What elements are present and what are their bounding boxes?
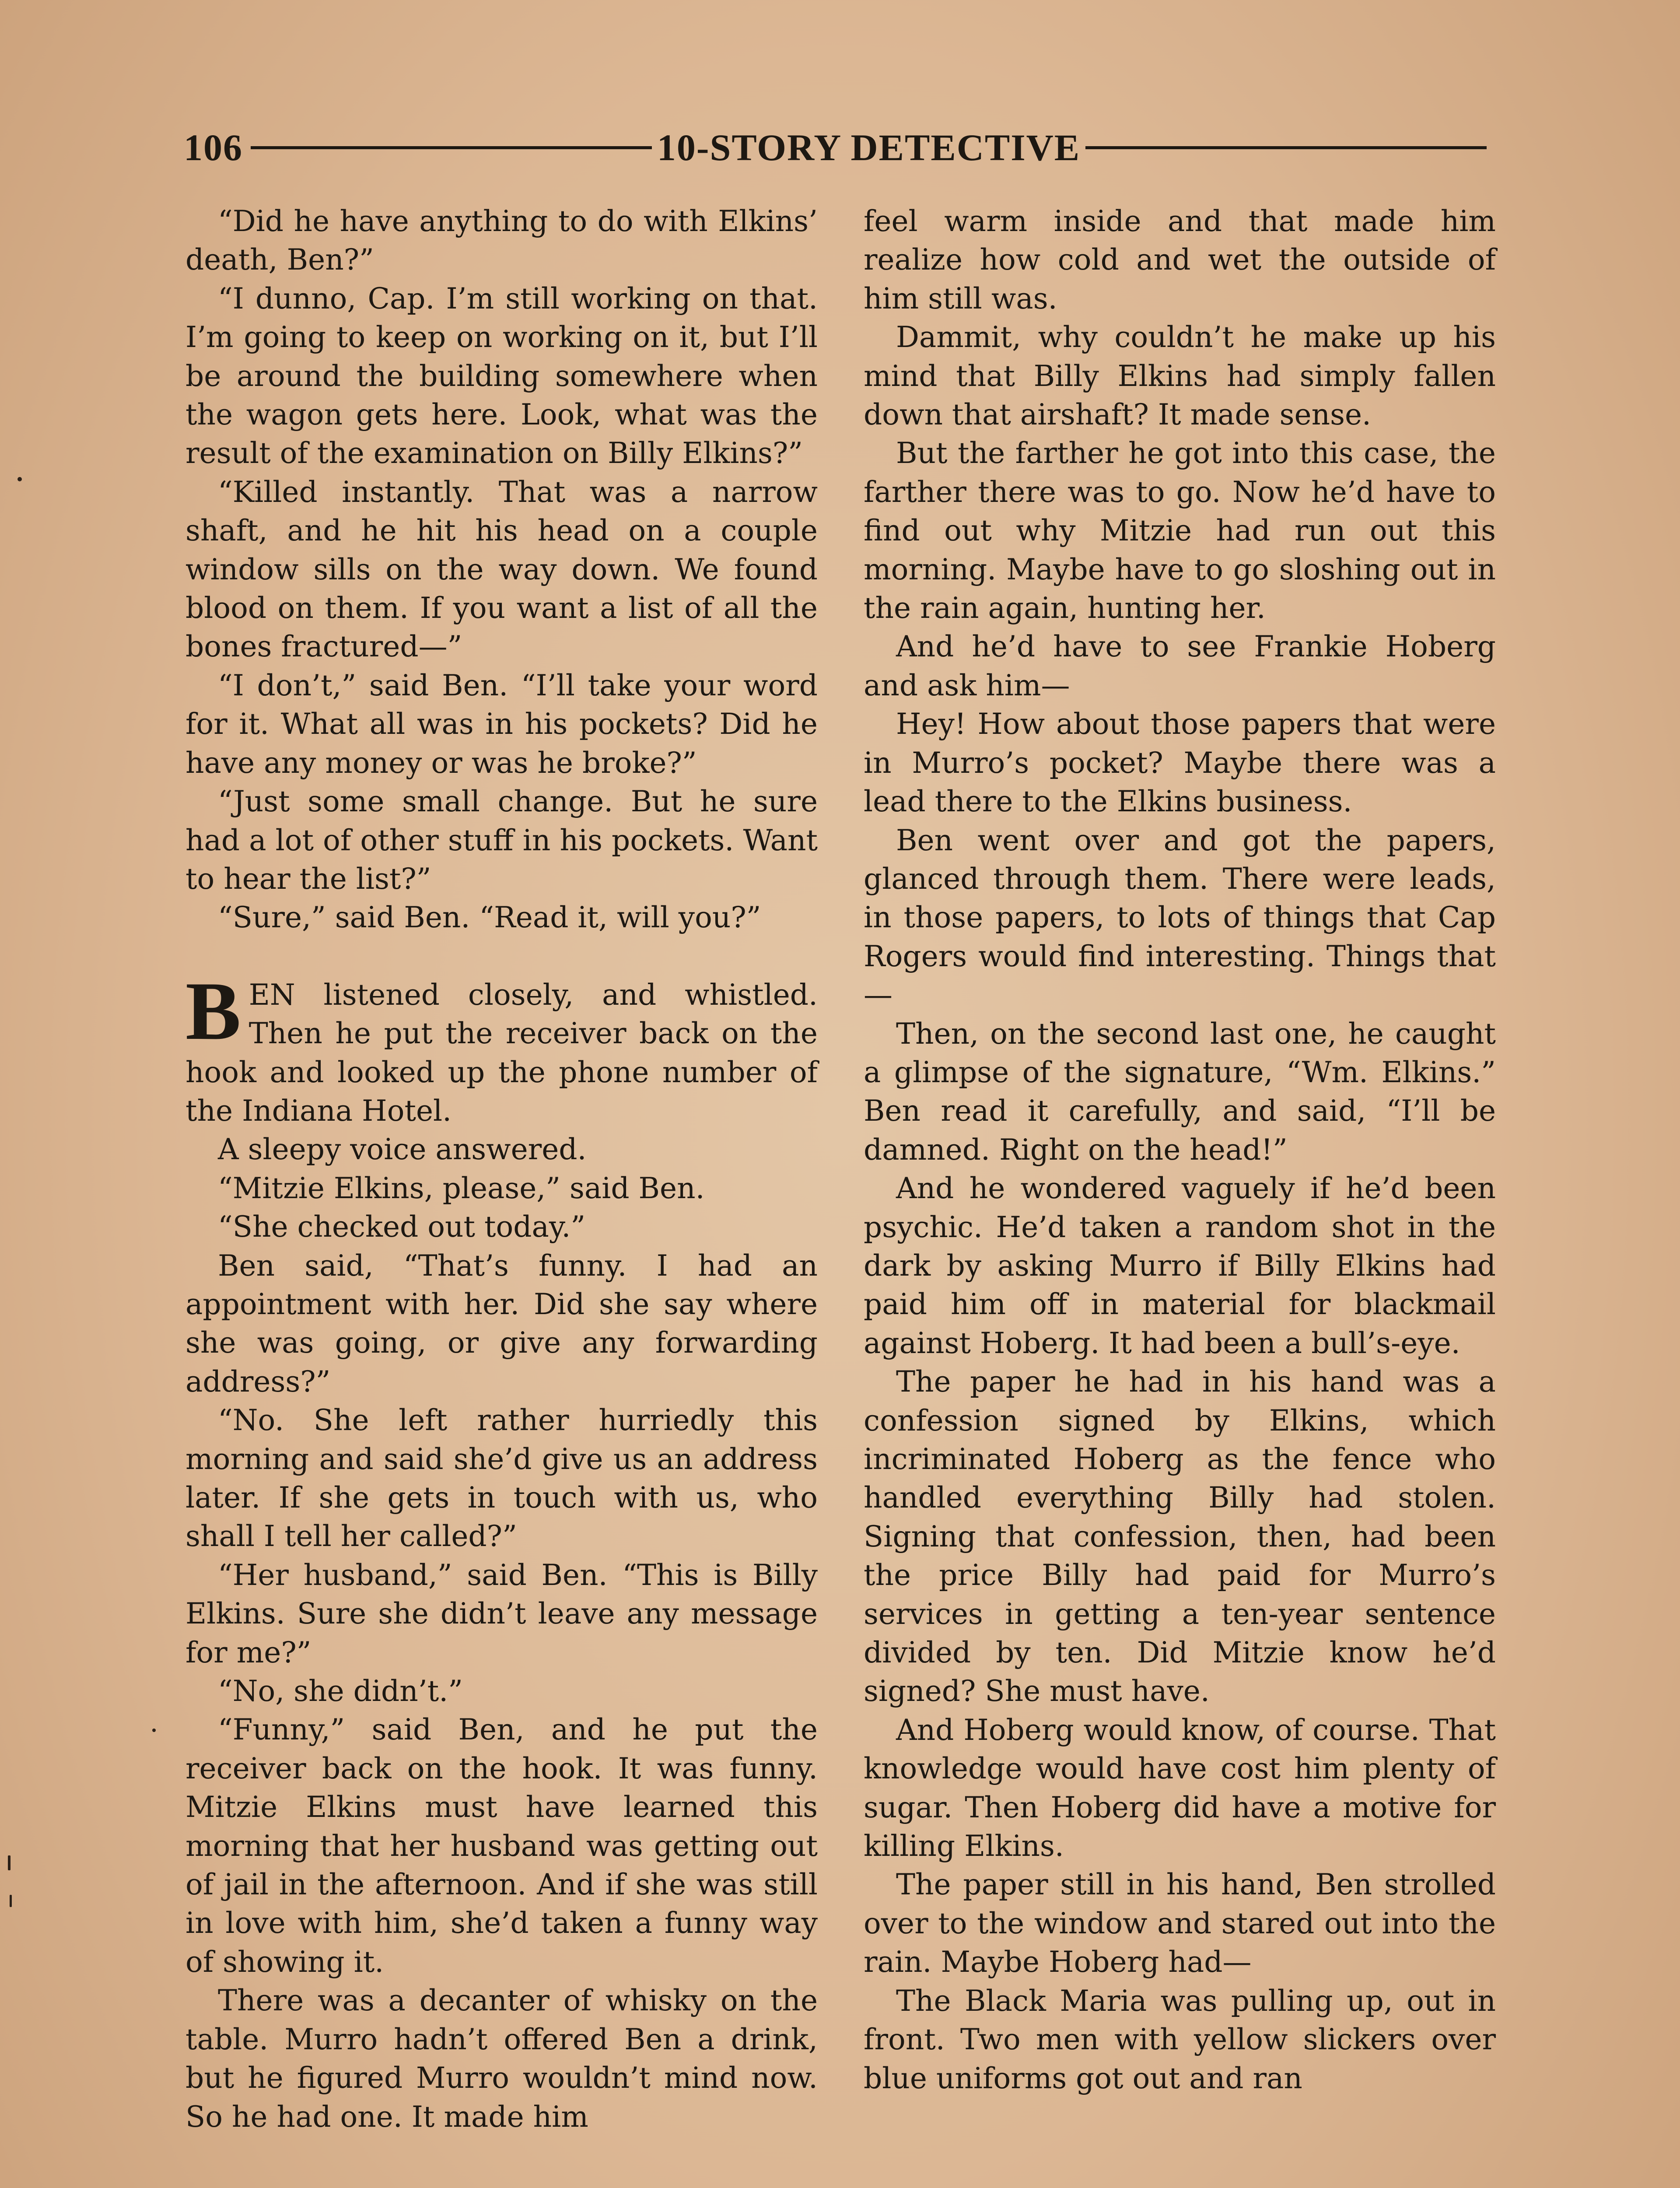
header-rule-right — [1085, 146, 1487, 149]
paragraph: And he’d have to see Frankie Hoberg and ask him— — [864, 630, 1496, 702]
paragraph: Then, on the second last one, he caught a glimpse of the signature, “Wm. Elkins.” Ben read it carefully, and said, “I’ll be damned. Right on the head!” — [864, 1017, 1496, 1167]
left-column — [186, 202, 818, 2188]
running-header — [184, 123, 1492, 172]
paragraph: Hey! How about those papers that were in Murro’s pocket? Maybe there was a lead there to the Elkins business. — [864, 707, 1496, 819]
magazine-title: 10-STORY DETECTIVE — [657, 126, 1081, 168]
page-number: 106 — [184, 126, 243, 168]
paragraph: “Mitzie Elkins, please,” said Ben. — [218, 1171, 705, 1205]
paragraph: “Funny,” said Ben, and he put the receiver back on the hook. It was funny. Mitzie Elkins must have learned this morning that her husband was getting out of jail in the afternoon. And if she was still in love with him, she’d taken a funny way of showing it. — [186, 1713, 818, 1979]
paragraph: A sleepy voice answered. — [218, 1133, 587, 1167]
paragraph: “Her husband,” said Ben. “This is Billy Elkins. Sure she didn’t leave any message for me?” — [186, 1558, 818, 1669]
paragraph: There was a decanter of whisky on the table. Murro hadn’t offered Ben a drink, but he figured Murro wouldn’t mind now. So he had one. It made him — [186, 1984, 818, 2134]
paragraph: The Black Maria was pulling up, out in front. Two men with yellow slickers over blue uniforms got out and ran — [864, 1984, 1496, 2095]
paragraph: Ben went over and got the papers, glanced through them. There were leads, in those papers, to lots of things that Cap Rogers would find interesting. Things that— — [864, 823, 1496, 1012]
paragraph: “I don’t,” said Ben. “I’ll take your word for it. What all was in his pockets? Did he have any money or was he broke?” — [186, 668, 818, 780]
paragraph: feel warm inside and that made him realize how cold and wet the outside of him still was. — [864, 204, 1496, 316]
paragraph: The paper still in his hand, Ben strolled over to the window and stared out into the rain. Maybe Hoberg had— — [864, 1868, 1496, 1979]
paragraph: “I dunno, Cap. I’m still working on that. I’m going to keep on working on it, but I’ll be around the building somewhere when the wagon gets here. Look, what was the result of the examination on Billy Elkins?” — [186, 281, 818, 470]
paragraph: And he wondered vaguely if he’d been psychic. He’d taken a random shot in the dark by asking Murro if Billy Elkins had paid him off in material for blackmail against Hoberg. It had been a bull’s-eye. — [864, 1171, 1496, 1360]
paragraph: “Did he have anything to do with Elkins’ death, Ben?” — [186, 204, 818, 277]
drop-cap: B — [186, 965, 241, 1057]
paragraph — [186, 965, 818, 1131]
paragraph: The paper he had in his hand was a confession signed by Elkins, which incriminated Hoberg as the fence who handled everything Billy had stolen. Signing that confession, then, had been the price Billy had paid for Murro’s services in getting a ten-year sentence divided by ten. Did Mitzie know he’d signed? She must have. — [864, 1365, 1496, 1708]
paragraph: And Hoberg would know, of course. That knowledge would have cost him plenty of sugar. Then Hoberg did have a motive for killing Elkins. — [864, 1713, 1496, 1863]
header-rule-left — [251, 146, 652, 149]
paragraph: Dammit, why couldn’t he make up his mind that Billy Elkins had simply fallen down that airshaft? It made sense. — [864, 320, 1496, 432]
paragraph: “Sure,” said Ben. “Read it, will you?” — [218, 901, 761, 935]
paragraph: But the farther he got into this case, the farther there was to go. Now he’d have to find out why Mitzie had run out this morning. Maybe have to go sloshing out in the rain again, hunting her. — [864, 436, 1496, 625]
right-column — [864, 202, 1496, 2188]
paragraph: “Killed instantly. That was a narrow shaft, and he hit his head on a couple window sills on the way down. We found blood on them. If you want a list of all the bones fractured—” — [186, 475, 818, 664]
paragraph: “She checked out today.” — [218, 1210, 586, 1244]
paragraph-text: EN listened closely, and whistled. Then he put the receiver back on the hook and looked up the phone number of the Indiana Hotel. — [186, 978, 818, 1128]
paragraph: “No, she didn’t.” — [218, 1674, 463, 1708]
paragraph: “Just some small change. But he sure had a lot of other stuff in his pockets. Want to hear the list?” — [186, 785, 818, 896]
paragraph: Ben said, “That’s funny. I had an appointment with her. Did she say where she was going, or give any forwarding address?” — [186, 1248, 818, 1399]
paragraph: “No. She left rather hurriedly this morning and said she’d give us an address later. If she gets in touch with us, who shall I tell her called?” — [186, 1403, 818, 1553]
